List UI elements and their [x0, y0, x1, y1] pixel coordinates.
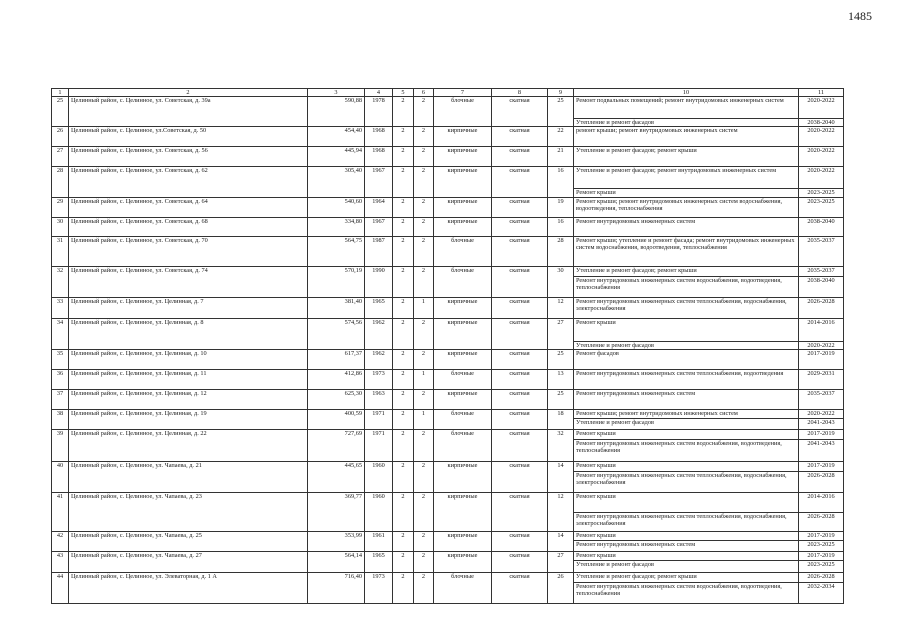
roof-type-cell: скатная: [492, 430, 548, 462]
entrances-cell: 1: [414, 410, 434, 430]
roof-type-cell: скатная: [492, 552, 548, 573]
repair-period-cell: 2014-2016: [799, 493, 844, 513]
wall-material-cell: кирпичные: [434, 462, 492, 493]
wall-material-cell: кирпичные: [434, 198, 492, 218]
row-number: 42: [52, 532, 69, 552]
repair-work-cell: Ремонт крыши: [574, 319, 799, 342]
table-row: [52, 319, 844, 342]
row-number: 35: [52, 350, 69, 370]
area-cell: 590,88: [308, 97, 365, 127]
repair-work-cell: Ремонт внутридомовых инженерных систем водоснабжения, водоотведения, теплоснабжения: [574, 583, 799, 604]
wall-material-cell: кирпичные: [434, 532, 492, 552]
repair-work-cell: Утепление и ремонт фасадов: [574, 561, 799, 573]
floors-cell: 2: [393, 198, 414, 218]
repair-period-cell: 2020-2022: [799, 127, 844, 147]
area-cell: 353,99: [308, 532, 365, 552]
repair-work-cell: Ремонт крыши; ремонт внутридомовых инженерных систем: [574, 410, 799, 419]
year-cell: 1962: [365, 319, 393, 350]
year-cell: 1990: [365, 267, 393, 298]
entrances-cell: 2: [414, 532, 434, 552]
address-cell: Целинный район, с. Целинное, ул. Чапаева, д. 25: [69, 532, 308, 552]
table-row: [52, 552, 844, 561]
row-number: 30: [52, 218, 69, 237]
column-number-header: 6: [414, 89, 434, 97]
repair-period-cell: 2020-2022: [799, 410, 844, 419]
row-number: 32: [52, 267, 69, 298]
floors-cell: 2: [393, 167, 414, 198]
floors-cell: 2: [393, 218, 414, 237]
column-number-header: 8: [492, 89, 548, 97]
roof-type-cell: скатная: [492, 462, 548, 493]
repair-work-cell: Ремонт внутридомовых инженерных систем теплоснабжения, водоснабжения, электроснабжения: [574, 298, 799, 319]
column-number-header: 11: [799, 89, 844, 97]
table-row: [52, 198, 844, 218]
address-cell: Целинный район, с. Целинное, ул. Целинная, д. 19: [69, 410, 308, 430]
repair-work-cell: Утепление и ремонт фасадов; ремонт внутридомовых инженерных систем: [574, 167, 799, 189]
roof-type-cell: скатная: [492, 319, 548, 350]
address-cell: Целинный район, с. Целинное, ул. Целинная, д. 10: [69, 350, 308, 370]
table-row: [52, 573, 844, 583]
table-row: [52, 167, 844, 189]
floors-cell: 2: [393, 493, 414, 532]
floors-cell: 2: [393, 147, 414, 167]
year-cell: 1967: [365, 167, 393, 198]
entrances-cell: 2: [414, 267, 434, 298]
year-cell: 1987: [365, 237, 393, 267]
repair-period-cell: 2038-2040: [799, 218, 844, 237]
year-cell: 1967: [365, 218, 393, 237]
repair-period-cell: 2017-2019: [799, 430, 844, 440]
year-cell: 1961: [365, 532, 393, 552]
year-cell: 1962: [365, 350, 393, 370]
repair-period-cell: 2023-2025: [799, 561, 844, 573]
address-cell: Целинный район, с. Целинное, ул. Чапаева, д. 23: [69, 493, 308, 532]
roof-type-cell: скатная: [492, 218, 548, 237]
area-cell: 454,40: [308, 127, 365, 147]
wall-material-cell: блочные: [434, 410, 492, 430]
address-cell: Целинный район, с. Целинное, ул. Советская, д. 62: [69, 167, 308, 198]
wall-material-cell: кирпичные: [434, 218, 492, 237]
address-cell: Целинный район, с. Целинное, ул. Советская, д. 39а: [69, 97, 308, 127]
repair-work-cell: Ремонт фасадов: [574, 350, 799, 370]
apartments-cell: 18: [548, 410, 574, 430]
repair-period-cell: 2038-2040: [799, 119, 844, 127]
repair-work-cell: Ремонт крыши: [574, 462, 799, 472]
table-row: [52, 267, 844, 277]
apartments-cell: 12: [548, 493, 574, 532]
repair-period-cell: 2017-2019: [799, 462, 844, 472]
year-cell: 1965: [365, 552, 393, 573]
area-cell: 381,40: [308, 298, 365, 319]
address-cell: Целинный район, с. Целинное, ул. Советская, д. 70: [69, 237, 308, 267]
repair-period-cell: 2041-2043: [799, 440, 844, 462]
year-cell: 1960: [365, 493, 393, 532]
apartments-cell: 14: [548, 462, 574, 493]
table-body: [52, 89, 844, 604]
table-row: [52, 390, 844, 410]
area-cell: 305,40: [308, 167, 365, 198]
floors-cell: 2: [393, 319, 414, 350]
table-row: [52, 97, 844, 119]
entrances-cell: 1: [414, 298, 434, 319]
wall-material-cell: кирпичные: [434, 493, 492, 532]
entrances-cell: 2: [414, 127, 434, 147]
column-number-header: 9: [548, 89, 574, 97]
wall-material-cell: блочные: [434, 573, 492, 604]
year-cell: 1960: [365, 462, 393, 493]
apartments-cell: 30: [548, 267, 574, 298]
column-number-header-row: [52, 89, 844, 97]
entrances-cell: 2: [414, 462, 434, 493]
repair-period-cell: 2026-2028: [799, 513, 844, 532]
repair-period-cell: 2017-2019: [799, 552, 844, 561]
table-row: [52, 147, 844, 167]
repair-work-cell: Утепление и ремонт фасадов; ремонт крыши: [574, 573, 799, 583]
row-number: 33: [52, 298, 69, 319]
roof-type-cell: скатная: [492, 97, 548, 127]
area-cell: 400,59: [308, 410, 365, 430]
apartments-cell: 25: [548, 97, 574, 127]
repair-work-cell: Ремонт крыши: [574, 189, 799, 198]
floors-cell: 2: [393, 552, 414, 573]
row-number: 44: [52, 573, 69, 604]
address-cell: Целинный район, с. Целинное, ул. Чапаева, д. 27: [69, 552, 308, 573]
roof-type-cell: скатная: [492, 493, 548, 532]
year-cell: 1965: [365, 298, 393, 319]
entrances-cell: 2: [414, 198, 434, 218]
area-cell: 369,77: [308, 493, 365, 532]
floors-cell: 2: [393, 410, 414, 430]
repair-period-cell: 2023-2025: [799, 189, 844, 198]
entrances-cell: 2: [414, 430, 434, 462]
entrances-cell: 2: [414, 97, 434, 127]
repair-period-cell: 2020-2022: [799, 167, 844, 189]
row-number: 25: [52, 97, 69, 127]
wall-material-cell: кирпичные: [434, 390, 492, 410]
row-number: 43: [52, 552, 69, 573]
wall-material-cell: кирпичные: [434, 298, 492, 319]
wall-material-cell: кирпичные: [434, 350, 492, 370]
wall-material-cell: блочные: [434, 430, 492, 462]
apartments-cell: 28: [548, 237, 574, 267]
roof-type-cell: скатная: [492, 370, 548, 390]
apartments-cell: 16: [548, 218, 574, 237]
table-row: [52, 237, 844, 267]
apartments-cell: 22: [548, 127, 574, 147]
roof-type-cell: скатная: [492, 198, 548, 218]
apartments-cell: 16: [548, 167, 574, 198]
repair-work-cell: Утепление и ремонт фасадов; ремонт крыши: [574, 267, 799, 277]
floors-cell: 2: [393, 430, 414, 462]
roof-type-cell: скатная: [492, 573, 548, 604]
row-number: 36: [52, 370, 69, 390]
address-cell: Целинный район, с. Целинное, ул. Советская, д. 56: [69, 147, 308, 167]
row-number: 39: [52, 430, 69, 462]
area-cell: 564,14: [308, 552, 365, 573]
column-number-header: 4: [365, 89, 393, 97]
floors-cell: 2: [393, 390, 414, 410]
year-cell: 1968: [365, 127, 393, 147]
repair-period-cell: 2035-2037: [799, 237, 844, 267]
address-cell: Целинный район, с. Целинное, ул. Целинная, д. 7: [69, 298, 308, 319]
column-number-header: 5: [393, 89, 414, 97]
entrances-cell: 2: [414, 493, 434, 532]
floors-cell: 2: [393, 97, 414, 127]
apartments-cell: 25: [548, 350, 574, 370]
area-cell: 445,65: [308, 462, 365, 493]
floors-cell: 2: [393, 237, 414, 267]
apartments-cell: 19: [548, 198, 574, 218]
repair-work-cell: Ремонт крыши; ремонт внутридомовых инженерных систем водоснабжения, водоотведения, теплоснабжения: [574, 198, 799, 218]
area-cell: 334,80: [308, 218, 365, 237]
wall-material-cell: кирпичные: [434, 127, 492, 147]
year-cell: 1978: [365, 97, 393, 127]
address-cell: Целинный район, с. Целинное, ул.Советская, д. 50: [69, 127, 308, 147]
roof-type-cell: скатная: [492, 147, 548, 167]
entrances-cell: 2: [414, 573, 434, 604]
apartments-cell: 26: [548, 573, 574, 604]
entrances-cell: 2: [414, 319, 434, 350]
repair-period-cell: 2020-2022: [799, 97, 844, 119]
apartments-cell: 27: [548, 319, 574, 350]
row-number: 31: [52, 237, 69, 267]
wall-material-cell: блочные: [434, 97, 492, 127]
address-cell: Целинный район, с. Целинное, ул. Целинная, д. 11: [69, 370, 308, 390]
entrances-cell: 2: [414, 147, 434, 167]
entrances-cell: 2: [414, 390, 434, 410]
area-cell: 727,69: [308, 430, 365, 462]
floors-cell: 2: [393, 298, 414, 319]
column-number-header: 2: [69, 89, 308, 97]
repair-work-cell: Ремонт внутридомовых инженерных систем водоснабжения, водоотведения, теплоснабжения: [574, 440, 799, 462]
roof-type-cell: скатная: [492, 167, 548, 198]
repair-register-table: [51, 88, 844, 604]
roof-type-cell: скатная: [492, 350, 548, 370]
row-number: 41: [52, 493, 69, 532]
repair-work-cell: Ремонт крыши: [574, 493, 799, 513]
repair-period-cell: 2026-2028: [799, 298, 844, 319]
repair-period-cell: 2026-2028: [799, 573, 844, 583]
table-row: [52, 462, 844, 472]
apartments-cell: 13: [548, 370, 574, 390]
roof-type-cell: скатная: [492, 267, 548, 298]
wall-material-cell: блочные: [434, 267, 492, 298]
entrances-cell: 2: [414, 167, 434, 198]
floors-cell: 2: [393, 532, 414, 552]
repair-period-cell: 2017-2019: [799, 532, 844, 541]
wall-material-cell: блочные: [434, 237, 492, 267]
repair-work-cell: Ремонт внутридомовых инженерных систем теплоснабжения, водоснабжения, электроснабжения: [574, 513, 799, 532]
repair-work-cell: Ремонт крыши: [574, 430, 799, 440]
year-cell: 1971: [365, 430, 393, 462]
apartments-cell: 32: [548, 430, 574, 462]
column-number-header: 7: [434, 89, 492, 97]
area-cell: 540,60: [308, 198, 365, 218]
area-cell: 412,86: [308, 370, 365, 390]
repair-work-cell: Ремонт крыши: [574, 532, 799, 541]
repair-period-cell: 2017-2019: [799, 350, 844, 370]
table-row: [52, 532, 844, 541]
roof-type-cell: скатная: [492, 410, 548, 430]
roof-type-cell: скатная: [492, 298, 548, 319]
entrances-cell: 1: [414, 370, 434, 390]
year-cell: 1963: [365, 390, 393, 410]
repair-work-cell: Ремонт крыши; утепление и ремонт фасада; ремонт внутридомовых инженерных систем водоснабжения, водоотведения, теплоснабжения: [574, 237, 799, 267]
year-cell: 1968: [365, 147, 393, 167]
repair-work-cell: Ремонт внутридомовых инженерных систем: [574, 541, 799, 552]
repair-work-cell: Утепление и ремонт фасадов: [574, 419, 799, 430]
wall-material-cell: блочные: [434, 370, 492, 390]
table-row: [52, 370, 844, 390]
row-number: 26: [52, 127, 69, 147]
repair-work-cell: Утепление и ремонт фасадов: [574, 342, 799, 350]
table-row: [52, 350, 844, 370]
repair-work-cell: Утепление и ремонт фасадов; ремонт крыши: [574, 147, 799, 167]
repair-period-cell: 2020-2022: [799, 342, 844, 350]
repair-period-cell: 2026-2028: [799, 472, 844, 493]
apartments-cell: 27: [548, 552, 574, 573]
entrances-cell: 2: [414, 218, 434, 237]
apartments-cell: 25: [548, 390, 574, 410]
roof-type-cell: скатная: [492, 127, 548, 147]
area-cell: 617,37: [308, 350, 365, 370]
area-cell: 716,40: [308, 573, 365, 604]
year-cell: 1973: [365, 573, 393, 604]
address-cell: Целинный район, с. Целинное, ул. Чапаева, д. 21: [69, 462, 308, 493]
row-number: 27: [52, 147, 69, 167]
table-row: [52, 127, 844, 147]
repair-work-cell: Утепление и ремонт фасадов: [574, 119, 799, 127]
entrances-cell: 2: [414, 237, 434, 267]
repair-period-cell: 2020-2022: [799, 147, 844, 167]
roof-type-cell: скатная: [492, 237, 548, 267]
repair-work-cell: Ремонт внутридомовых инженерных систем водоснабжения, водоотведения, теплоснабжения: [574, 277, 799, 298]
year-cell: 1971: [365, 410, 393, 430]
floors-cell: 2: [393, 462, 414, 493]
repair-period-cell: 2032-2034: [799, 583, 844, 604]
address-cell: Целинный район, с. Целинное, ул. Целинная, д. 8: [69, 319, 308, 350]
area-cell: 564,75: [308, 237, 365, 267]
repair-period-cell: 2035-2037: [799, 267, 844, 277]
area-cell: 625,30: [308, 390, 365, 410]
wall-material-cell: кирпичные: [434, 319, 492, 350]
repair-work-cell: Ремонт крыши: [574, 552, 799, 561]
apartments-cell: 21: [548, 147, 574, 167]
row-number: 38: [52, 410, 69, 430]
repair-work-cell: Ремонт внутридомовых инженерных систем теплоснабжения, водоснабжения, электроснабжения: [574, 472, 799, 493]
repair-work-cell: ремонт крыши; ремонт внутридомовых инженерных систем: [574, 127, 799, 147]
floors-cell: 2: [393, 573, 414, 604]
column-number-header: 1: [52, 89, 69, 97]
floors-cell: 2: [393, 350, 414, 370]
address-cell: Целинный район, с. Целинное, ул. Советская, д. 74: [69, 267, 308, 298]
apartments-cell: 12: [548, 298, 574, 319]
floors-cell: 2: [393, 370, 414, 390]
wall-material-cell: кирпичные: [434, 552, 492, 573]
column-number-header: 3: [308, 89, 365, 97]
column-number-header: 10: [574, 89, 799, 97]
repair-period-cell: 2041-2043: [799, 419, 844, 430]
address-cell: Целинный район, с. Целинное, ул. Советская, д. 68: [69, 218, 308, 237]
repair-period-cell: 2014-2016: [799, 319, 844, 342]
address-cell: Целинный район, с. Целинное, ул. Советская, д. 64: [69, 198, 308, 218]
roof-type-cell: скатная: [492, 532, 548, 552]
table-row: [52, 218, 844, 237]
repair-period-cell: 2029-2031: [799, 370, 844, 390]
table-row: [52, 410, 844, 419]
repair-work-cell: Ремонт внутридомовых инженерных систем теплоснабжения, водоотведения: [574, 370, 799, 390]
table-row: [52, 493, 844, 513]
address-cell: Целинный район, с. Целинное, ул. Целинная, д. 22: [69, 430, 308, 462]
page-number: 1485: [848, 9, 872, 23]
apartments-cell: 14: [548, 532, 574, 552]
repair-work-cell: Ремонт внутридомовых инженерных систем: [574, 218, 799, 237]
row-number: 29: [52, 198, 69, 218]
repair-work-cell: Ремонт внутридомовых инженерных систем: [574, 390, 799, 410]
floors-cell: 2: [393, 267, 414, 298]
repair-period-cell: 2038-2040: [799, 277, 844, 298]
entrances-cell: 2: [414, 350, 434, 370]
repair-work-cell: Ремонт подвальных помещений; ремонт внутридомовых инженерных систем: [574, 97, 799, 119]
entrances-cell: 2: [414, 552, 434, 573]
roof-type-cell: скатная: [492, 390, 548, 410]
address-cell: Целинный район, с. Целинное, ул. Целинная, д. 12: [69, 390, 308, 410]
wall-material-cell: кирпичные: [434, 167, 492, 198]
row-number: 28: [52, 167, 69, 198]
row-number: 40: [52, 462, 69, 493]
row-number: 37: [52, 390, 69, 410]
address-cell: Целинный район, с. Целинное, ул. Элеваторная, д. 1 А: [69, 573, 308, 604]
wall-material-cell: кирпичные: [434, 147, 492, 167]
table-row: [52, 298, 844, 319]
area-cell: 445,94: [308, 147, 365, 167]
area-cell: 574,56: [308, 319, 365, 350]
year-cell: 1964: [365, 198, 393, 218]
area-cell: 570,19: [308, 267, 365, 298]
row-number: 34: [52, 319, 69, 350]
floors-cell: 2: [393, 127, 414, 147]
year-cell: 1973: [365, 370, 393, 390]
repair-period-cell: 2035-2037: [799, 390, 844, 410]
repair-period-cell: 2023-2025: [799, 198, 844, 218]
repair-period-cell: 2023-2025: [799, 541, 844, 552]
table-row: [52, 430, 844, 440]
